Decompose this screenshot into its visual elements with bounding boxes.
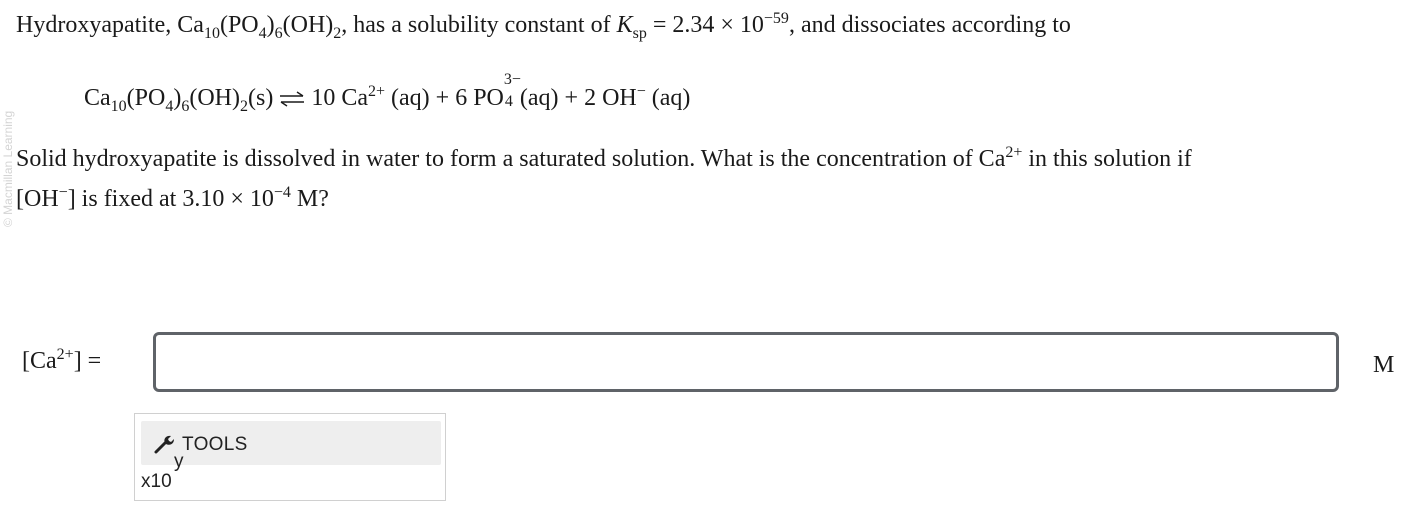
- exponent-symbol: y: [174, 451, 184, 472]
- wrench-icon: [153, 433, 175, 455]
- tools-panel: [134, 413, 446, 501]
- unit-label: M: [1373, 352, 1395, 378]
- copyright-watermark: © Macmillan Learning: [1, 110, 15, 227]
- tools-label: TOOLS: [182, 434, 248, 455]
- question-line-2: [OH−] is fixed at $3.10 \times 10^{-4}$ M?: [16, 184, 329, 212]
- scientific-notation-button[interactable]: x10: [141, 471, 172, 492]
- dissociation-equation: $Ca_{10}(PO_4)_6(OH)_2(s)$ 10 $Ca^{2+}$ (aq) + 6 PO 3− 4 (aq) + 2 OH− (aq): [84, 71, 691, 115]
- answer-input[interactable]: [153, 332, 1339, 392]
- intro-text: Hydroxyapatite, $Ca_{10}(PO_4)_6(OH)_2$, has a solubility constant of $K_{sp} = 2.34 \times 10^{-59}$, and dissociates according to: [16, 10, 1071, 42]
- tools-button[interactable]: [141, 421, 441, 472]
- equilibrium-arrow-icon: [279, 91, 305, 107]
- question-line-1: Solid hydroxyapatite is dissolved in water to form a saturated solution. What is the concentration of $Ca^{2+}$ in this solution if: [16, 144, 1192, 172]
- answer-label: $[Ca^{2+}]$ =: [22, 346, 102, 374]
